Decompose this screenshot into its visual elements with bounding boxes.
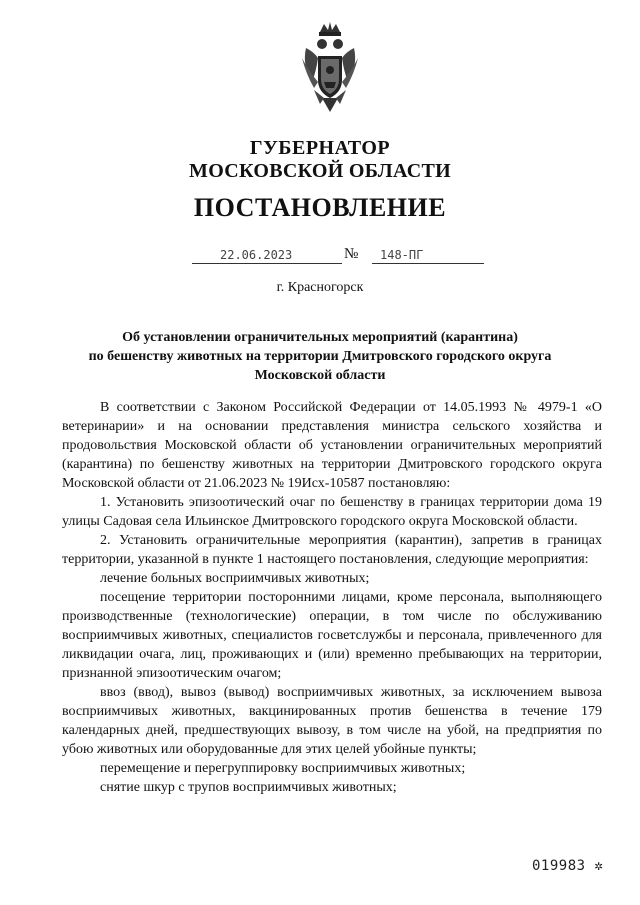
clause-2-paragraph: 2. Установить ограничительные мероприятия (карантин), запретив в границах территории, указанной в пункте 1 настоящего постановления, следующие мероприятия: xyxy=(62,533,602,567)
restriction-item: посещение территории посторонними лицами, кроме персонала, выполняющего производственные (технологические) операции, в том числе по обслуживанию восприимчивых животных, специалистов госветслужбы и персонала, привлеченного для ликвидации очага, лиц, проживающих и (или) временно пребывающих на территории, признанной эпизоотическим очагом; xyxy=(62,590,602,681)
clause-1-paragraph: 1. Установить эпизоотический очаг по бешенству в границах территории дома 19 улицы Садовая села Ильинское Дмитровского городского округа Московской области. xyxy=(62,495,602,529)
document-body xyxy=(62,398,602,797)
title-line: Об установлении ограничительных мероприятий (карантина) xyxy=(122,330,518,345)
restriction-item: перемещение и перегруппировку восприимчивых животных; xyxy=(100,761,466,776)
document-type-heading: ПОСТАНОВЛЕНИЕ xyxy=(193,193,447,222)
city-line: г. Красногорск xyxy=(276,280,364,295)
restriction-item: ввоз (ввод), вывоз (вывод) восприимчивых животных, за исключением вывоза восприимчивых животных, вакцинированных против бешенства в течение 179 календарных дней, предшествующих вывозу, в том числе на убой, на предприятия по убою животных или оборудованные для этих целей убойные пункты; xyxy=(62,685,602,757)
restriction-item: снятие шкур с трупов восприимчивых животных; xyxy=(100,780,397,795)
coat-of-arms-emblem xyxy=(300,18,360,118)
region-heading: МОСКОВСКОЙ ОБЛАСТИ xyxy=(189,160,451,182)
number-sign: № xyxy=(344,246,359,262)
number-underline xyxy=(372,263,484,264)
document-title xyxy=(70,328,570,385)
document-number: 148-ПГ xyxy=(380,248,424,262)
preamble-paragraph: В соответствии с Законом Российской Федерации от 14.05.1993 № 4979-1 «О ветеринарии» и на основании представления министра сельского хозяйства и продовольствия Московской области об установлении ограничительных мероприятий (карантина) по бешенству животных на территории Дмитровского городского округа Московской области от 21.06.2023 № 19Исх-10587 постановляю: xyxy=(62,400,602,491)
governor-heading: ГУБЕРНАТОР xyxy=(249,137,391,159)
date-underline xyxy=(192,263,342,264)
restriction-item: лечение больных восприимчивых животных; xyxy=(100,571,370,586)
title-line: Московской области xyxy=(254,368,386,383)
serial-stamp: 019983 ✲ xyxy=(532,858,604,874)
document-date: 22.06.2023 xyxy=(220,248,293,262)
date-number-line xyxy=(192,248,484,266)
title-line: по бешенству животных на территории Дмитровского городского округа xyxy=(88,349,552,364)
